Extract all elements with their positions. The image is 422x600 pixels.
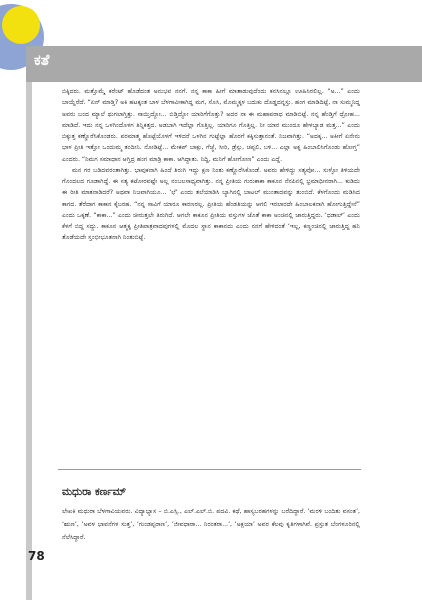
page-number: 78: [28, 549, 45, 563]
section-header-bar: [26, 46, 422, 82]
section-header: [0, 46, 422, 82]
story-paragraph: ಮನ ಗರ ಬಡಿದವರಂತಾಗಿತ್ತು. ಭಾವುಕನಾಗಿ ಹಿಂದೆ ತಿರುಗಿ ಇದ್ದು ಕ್ಷಣ ನಿಂತು ಕಣ್ಣೊರೆಸಿಕೊಂಡೆ. ಅವರು ಹೇಳಿದ್ದು ಸತ್ಯವೋ... ಸುಳ್ಳೋ ತಿಳಿಯದೇ ಗೊಂದಲದ ಗೂಡಾಗಿದ್ದೆ. ಈ ಸತ್ಯ ಕಟೋರವಷ್ಟೇ ಅಲ್ಲ ನಂಬಲಸಾಧ್ಯವಾಗಿತ್ತು. ನನ್ನ ಪ್ರೀತಿಯ ಗುರುಕಾಕಾ ಕಾಕೂನ ನೆನಪಿನಲ್ಲಿ ಭ್ರಮಾಧೀನರಾಗಿ... ಕುಡಿದು ಈ ರೀತಿ ಮಾತನಾಡಿದರೆ? ಅಥವಾ ನಿಜವಾಗಿಯೂ... ‘ಛೆ’ ಎಂದು ತಲೆಯಾಡಿಸಿ ಬ್ಯಾಗಿನಲ್ಲಿ ಬಾಟಲ್ ಮುಂತಾದವನ್ನು ತುಂಬಿದೆ. ಕೆಳಗೊಂದು ಮಡಿಸಿದ ಕಾಗದ. ತೆರೆದಾಗ ಕಾಕಾನ ಕೈಬರಹ. “ನನ್ನ ಸಾವಿಗೆ ಯಾರೂ ಕಾರಣರಲ್ಲ. ಪ್ರೀತಿಯ ಹೆಂಡತಿಯನ್ನು ಆಗಲಿ ಇರಲಾರದೇ ಹಿಂಬಾಲಕನಾಗಿ ಹೋಗುತ್ತಿದ್ದೇನೆ” ಎಂದು ಒಕ್ಕಣೆ. “ಕಾಕಾ...” ಎಂದು ಚೀರುತ್ತಲೇ ತಿರುಗಿದೆ. ಆಗಲೇ ಕಾಕೂನ ಪ್ರೀತಿಯ ವಸ್ತುಗಳ ಜೊತೆ ಕಾಕಾ ಅಂಚಿನಲ್ಲಿ ಜಾರುತ್ತಿದ್ದರು. ‘ಧಡಾಲ್’ ಎಂದು ಕೆಳಗೆ ಬಿದ್ದ ಸದ್ದು. ಕಾಕೂನ ಆತ್ಮಕ್ಕ ಪ್ರೀತಿಪಾತ್ರವಾದವುಗಳಲ್ಲಿ ಮೊದಲ ಸ್ಥಾನ ಕಾಕಾನದು ಎಂದು ನನಗೆ ಹೇಳಿದಂತೆ ‘ಇಲ್ಲ, ಕಣ್ಣಂಚಿನಲ್ಲಿ ಜಾರುತ್ತಿದ್ದ ಹನಿ ತೊಡೆಯದೇ ಸ್ತಂಭೀಭೂತನಾಗಿ ನಿಂತುಬಿಟ್ಟೆ.: [62, 166, 360, 242]
decorative-yellow-circle: [2, 6, 40, 44]
left-gutter-bar: [26, 82, 32, 600]
story-paragraph: ಬಿಕ್ಕಿದರು. ಮತ್ತೊಮ್ಮೆ ಕರೆಂಟ್ ಹೊಡೆದಂತ ಅನುಭವ ನನಗೆ. ನನ್ನ ಕಾಕಾ ಹೀಗೆ ಮಾತಾಡುವುದೆಂದು ಕನಸಿನಲ್ಲೂ ಊಹಿಸಿರಲಿಲ್ಲ. “ಅ...” ಎಂದು ಬಾಯ್ದೆರೆದೆ. “ಏನ್ ಮಾಡ್ತಿ? ಅಕಿ ಹಟಕ್ಕಂತ ಬಾಳ ಬೆಳಗಾವೀಕಾಗಿದ್ದ ಮಗ, ಸೊಸಿ, ಮೊಮ್ಮಕ್ಕಳ ಬದುಕು ದೊಡ್ಡದನ್ನಸ್ತು. ಹಂಗ ಮಾಡಿದಿಟ್ಟೆ, ನಾ ಸುಮ್ಮನಿದ್ದ ಅವರು ಬಂದ ಮ್ಯಾಲೆ ಥುಗಲಾಗ್ತಿತ್ತು. ಸಾಯ್ತಿದ್ದೋ... ಬಿಡ್ತಿದ್ದೋ ಯಾರಿಗೆಗೊತ್ತು? ಅದರ ನಾ ಈ ಮಹಾಪರಾಧ ಮಾಡಿಬಿಟ್ಟೆ. ನನ್ನ ಹೆಂಡ್ತಿಗೆ ದ್ರೋಹ... ಮಾಡಿದೆ. ಇದು ನನ್ನ ಒಳಗಿಂದೊಳಗ ತಿನ್ನಿಕತ್ತದ. ಅಡಬಾಗಿ ಇದೆಲ್ಲಾ ಗೊತ್ತಿಲ್ಲ. ಯಾರಿಗೂ ಗೊತ್ತಿಲ್ಲ. ನೀ ಯಾರ ಮುಂದೂ ಹೇಳಬ್ಯಾಡ ಮತ್ತ...” ಎಂದು ಬಿಕ್ಕುತ್ತ ಕಣ್ಣೊರೆಸಿಕೊಂಡರು. ಪರಮಾತ್ಮ ಹೊಟ್ಟೆಯೊಳಗೆ ಇಳಿದರೆ ಒಳಗಿನ ಗುಟ್ಟೆಲ್ಲಾ ಹೊರಗೆ ಕಕ್ಕಿಸುತ್ತಾನಂತೆ. ನಿಜವಾಗಿತ್ತು. “ಅದಕ್ಕ... ಅಕೀಗೆ ಏನೇನು ಭಾಳ ಪ್ರೀತಿ ಇತ್ತೋ ಒಂದುಮ್ಮ ತಂದೀನಿ. ನೋಡಿಟ್ಟೆ... ಮೇಕಪ್ ಬಾಕ್ಸು, ಗೆಜ್ಜೆ, ಸೀರಿ, ಡ್ರೆಸ್ಸು, ಚಪ್ಪಲಿ, ಬಳಿ... ಎಲ್ಲಾ ಅಕ್ನ ಹಿಂಬಾಲಿಸಿಗೊಂಡು ಹೋಗ್ತ” ಎಂದರು. “ನಿಮಗ ಸಮಾಧಾನ ಆಗ್ತಿದ್ರ ಹಂಗ ಮಾಡ್ರಿ ಕಾಕಾ. ಆಗಿದ್ದಾತು. ನಿದ್ದಿ, ಮನಿಗೆ ಹೋಗೋಣ” ಎಂದು ಎದ್ದೆ.: [62, 88, 360, 163]
author-name: ಮಧುರಾ ಕರ್ಣಮ್: [62, 486, 127, 498]
story-body: [62, 86, 360, 244]
section-title: ಕತೆ: [34, 51, 50, 69]
author-bio-text: ಲೇಖಕಿ ಮಧುರಾ ಬೆಳಗಾವಿಯವರು. ವಿದ್ಯಾಭ್ಯಾಸ – ಬಿ.ಎಸ್ಸಿ., ಎಲ್.ಎಲ್.ಬಿ. ಪದವಿ. ಕಥೆ, ಹಾಸ್ಯಬರಹಗಳನ್ನು ಬರೆದಿದ್ದಾರೆ. ‘ಮರಳಿ ಬಂದಿತು ವಸಂತ’, ‘ಋಣ’, ‘ಅವಳ ಭಾವನೆಗಳ ಸುತ್ತ’, ‘ಗುಂಡಪ್ಪರಾಣ’, ‘ಜೀವಧಾರಾ... ನಿರಂತರಾ...’, ‘ಅಕ್ಷಯಾ’ ಅವರ ಕೆಲವು ಕೃತಿಗಳಾಗಿವೆ. ಪ್ರಸ್ತುತ ಬೆಂಗಳೂರಿನಲ್ಲಿ ನೆಲೆಸಿದ್ದಾರೆ.: [62, 508, 360, 541]
author-bio: [62, 505, 360, 544]
section-divider: [58, 469, 361, 470]
